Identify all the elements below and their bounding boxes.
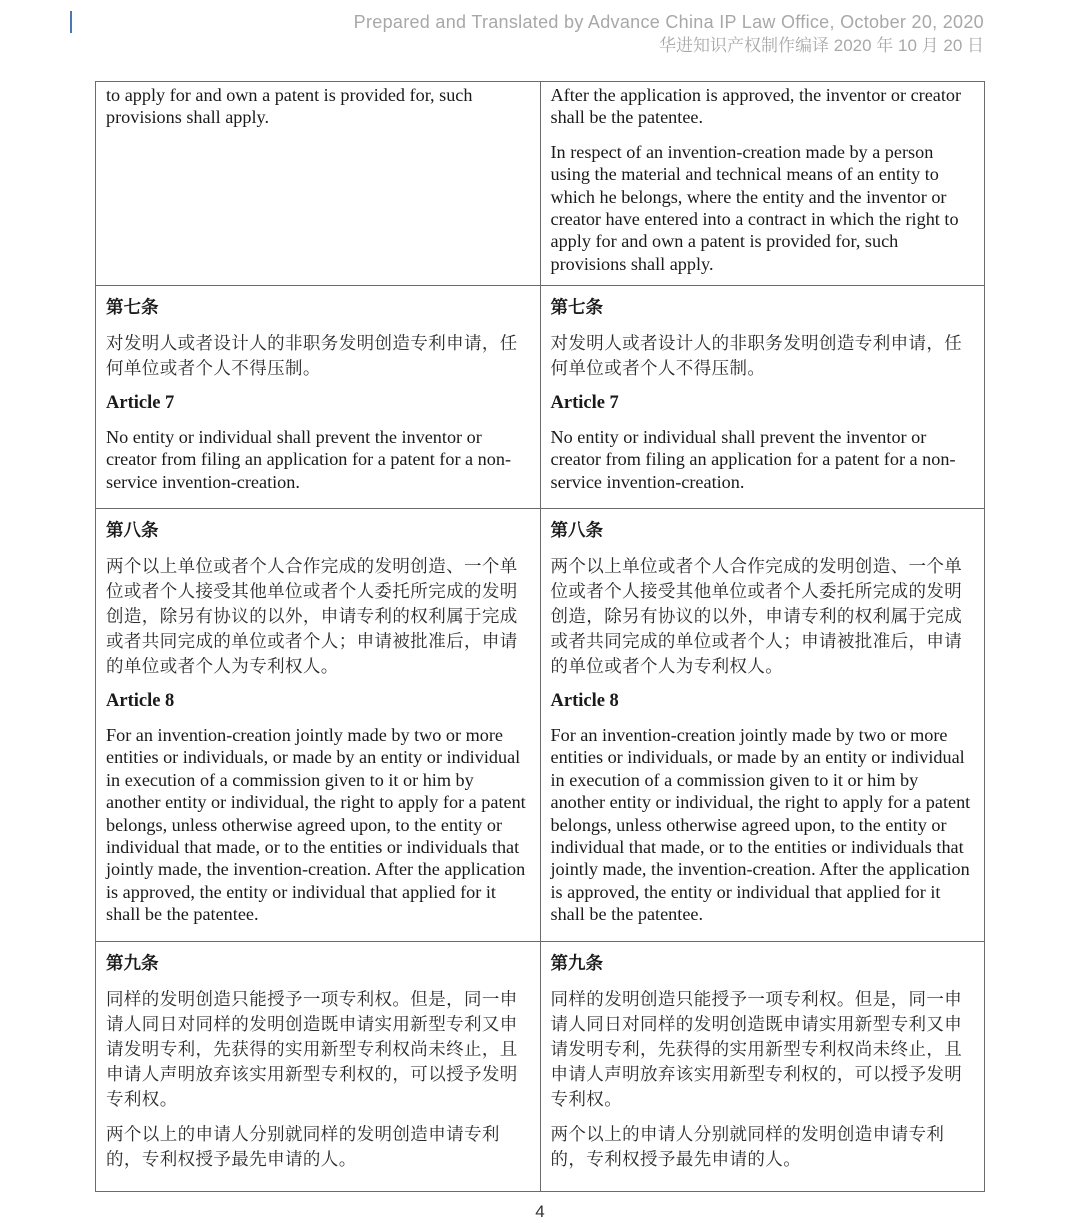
table-row xyxy=(96,509,985,942)
table-cell-left xyxy=(96,509,541,942)
article-text-zh: 两个以上的申请人分别就同样的发明创造申请专利的，专利权授予最先申请的人。 xyxy=(106,1125,500,1170)
article-text-zh: 两个以上的申请人分别就同样的发明创造申请专利的，专利权授予最先申请的人。 xyxy=(550,1125,945,1170)
table-cell-right xyxy=(540,82,985,286)
article-title-en: Article 7 xyxy=(550,393,619,413)
table-row xyxy=(96,942,985,1192)
article-title-zh: 第八条 xyxy=(106,521,159,541)
article-text-zh: 同样的发明创造只能授予一项专利权。但是，同一申请人同日对同样的发明创造既申请实用新型专利又申请发明专利，先获得的实用新型专利权尚未终止，且申请人声明放弃该实用新型专利权的，可以授予发明专利权。 xyxy=(550,990,963,1110)
article-title-en: Article 8 xyxy=(550,691,619,711)
table-cell-right xyxy=(540,509,985,942)
table-cell-left xyxy=(96,286,541,509)
article-title-zh: 第八条 xyxy=(550,521,603,541)
table-row xyxy=(96,286,985,509)
article-text-zh: 两个以上单位或者个人合作完成的发明创造、一个单位或者个人接受其他单位或者个人委托所完成的发明创造，除另有协议的以外，申请专利的权利属于完成或者共同完成的单位或者个人；申请被批准后，申请的单位或者个人为专利权人。 xyxy=(106,557,518,677)
article-title-zh: 第九条 xyxy=(106,954,159,974)
article-title-zh: 第九条 xyxy=(550,954,603,974)
article-6-paragraph: After the application is approved, the inventor or creator shall be the patentee. xyxy=(550,85,962,128)
table-cell-left xyxy=(96,82,541,286)
article-title-zh: 第七条 xyxy=(550,298,603,318)
header-credit-en: Prepared and Translated by Advance China IP Law Office, October 20, 2020 xyxy=(353,12,984,32)
article-text-en: No entity or individual shall prevent the inventor or creator from filing an application for a patent for a non-service invention-creation. xyxy=(106,427,512,492)
table-cell-right xyxy=(540,942,985,1192)
article-text-zh: 对发明人或者设计人的非职务发明创造专利申请，任何单位或者个人不得压制。 xyxy=(550,334,963,379)
header-credit-zh: 华进知识产权制作编译 2020 年 10 月 20 日 xyxy=(659,36,984,55)
article-text-zh: 两个以上单位或者个人合作完成的发明创造、一个单位或者个人接受其他单位或者个人委托所完成的发明创造，除另有协议的以外，申请专利的权利属于完成或者共同完成的单位或者个人；申请被批准后，申请的单位或者个人为专利权人。 xyxy=(550,557,963,677)
header-accent-bar xyxy=(70,11,72,33)
table-cell-right xyxy=(540,286,985,509)
article-text-en: For an invention-creation jointly made by two or more entities or individuals, or made by an entity or individual in execution of a commission given to it or him by another entity or individual, the right to apply for a patent belongs, unless otherwise agreed upon, to the entity or individual that made, or to the entities or individuals that jointly made, the invention-creation. After the application is approved, the entity or individual that applied for it shall be the patentee. xyxy=(550,725,971,925)
article-text-zh: 同样的发明创造只能授予一项专利权。但是，同一申请人同日对同样的发明创造既申请实用新型专利又申请发明专利，先获得的实用新型专利权尚未终止，且申请人声明放弃该实用新型专利权的，可以授予发明专利权。 xyxy=(106,990,518,1110)
bilingual-law-table xyxy=(95,81,985,1192)
page-number: 4 xyxy=(535,1202,545,1221)
article-title-en: Article 8 xyxy=(106,691,175,711)
article-title-zh: 第七条 xyxy=(106,298,159,318)
article-text-en: For an invention-creation jointly made by two or more entities or individuals, or made by an entity or individual in execution of a commission given to it or him by another entity or individual, the right to apply for a patent belongs, unless otherwise agreed upon, to the entity or individual that made, or to the entities or individuals that jointly made, the invention-creation. After the application is approved, the entity or individual that applied for it shall be the patentee. xyxy=(106,725,526,925)
article-text-zh: 对发明人或者设计人的非职务发明创造专利申请，任何单位或者个人不得压制。 xyxy=(106,334,518,379)
article-6-continuation-text: to apply for and own a patent is provided for, such provisions shall apply. xyxy=(106,85,473,128)
article-title-en: Article 7 xyxy=(106,393,175,413)
article-text-en: No entity or individual shall prevent the inventor or creator from filing an application for a patent for a non-service invention-creation. xyxy=(550,427,956,492)
article-6-paragraph: In respect of an invention-creation made by a person using the material and technical means of an entity to which he belongs, where the entity and the inventor or creator have entered into a contract in which the right to apply for and own a patent is provided for, such provisions shall apply. xyxy=(550,141,959,274)
table-cell-left xyxy=(96,942,541,1192)
table-row xyxy=(96,82,985,286)
page-header xyxy=(354,10,984,58)
